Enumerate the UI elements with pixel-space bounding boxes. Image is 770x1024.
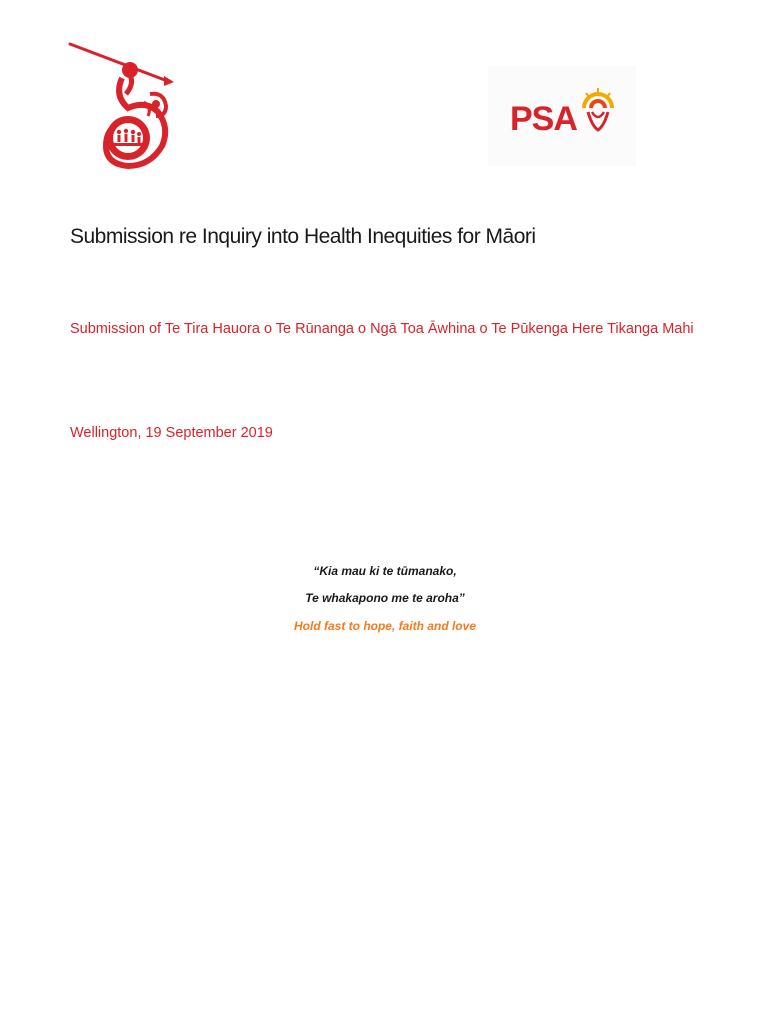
quote-line-1: “Kia mau ki te tūmanako, (313, 564, 457, 578)
psa-sun-logo-icon (578, 86, 618, 132)
warrior-figure-logo-icon (66, 42, 186, 172)
document-title: Submission re Inquiry into Health Inequities for Māori (70, 225, 536, 248)
document-subtitle: Submission of Te Tira Hauora o Te Rūnanga o Ngā Toa Āwhina o Te Pūkenga Here Tikanga Mahi (70, 321, 694, 337)
quote-line-2: Te whakapono me te aroha” (305, 591, 465, 605)
psa-logo (488, 66, 636, 166)
quote-translation: Hold fast to hope, faith and love (293, 619, 476, 633)
place-and-date: Wellington, 19 September 2019 (70, 425, 273, 441)
psa-logo-text: PSA (510, 100, 577, 138)
